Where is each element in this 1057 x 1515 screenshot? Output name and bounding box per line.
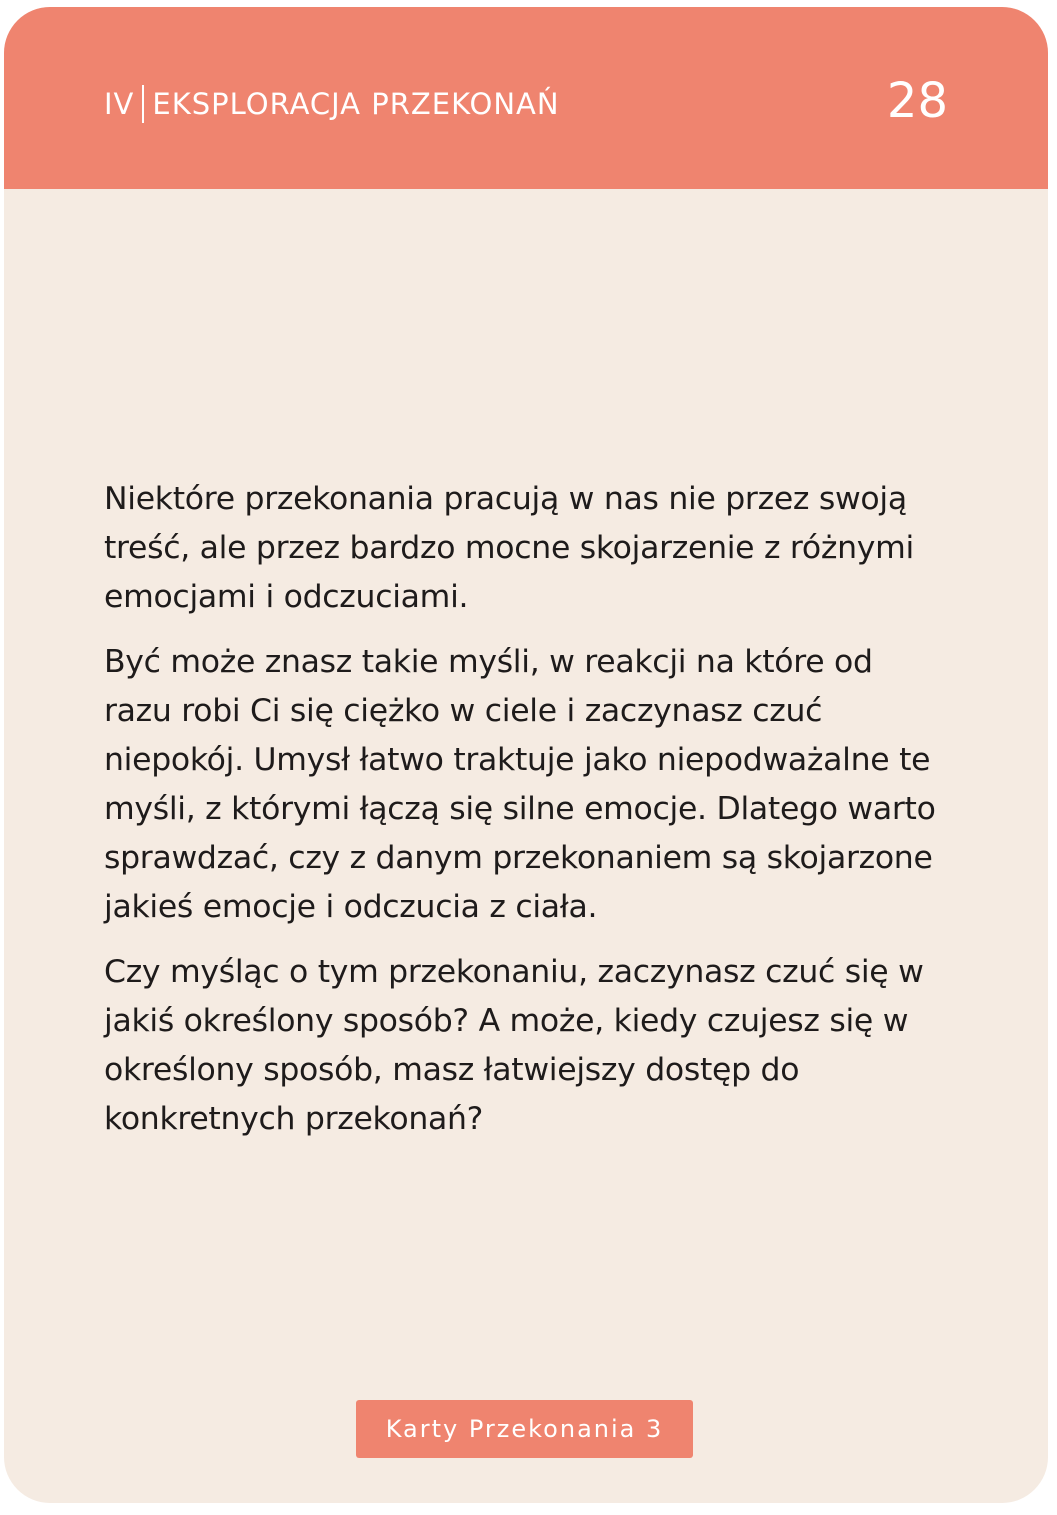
card — [4, 7, 1048, 1503]
paragraph-2: Być może znasz takie myśli, w reakcji na które od razu robi Ci się ciężko w ciele i zaczynasz czuć niepokój. Umysł łatwo traktuje jako niepodważalne te myśli, z którymi łączą się silne emocje. Dlatego warto sprawdzać, czy z danym przekonaniem są skojarzone jakieś emocje i odczucia z ciała. — [104, 644, 936, 925]
card-body — [104, 475, 949, 1160]
section-divider — [142, 85, 144, 123]
section-title: EKSPLORACJA PRZEKONAŃ — [152, 87, 560, 121]
card-header — [4, 7, 1048, 189]
section-number: IV — [104, 87, 135, 121]
section-heading — [104, 85, 560, 123]
deck-badge — [356, 1400, 693, 1458]
deck-badge-label: Karty Przekonania 3 — [385, 1415, 664, 1443]
paragraph-1: Niektóre przekonania pracują w nas nie przez swoją treść, ale przez bardzo mocne skojarzenie z różnymi emocjami i odczuciami. — [104, 481, 914, 615]
paragraph-3: Czy myśląc o tym przekonaniu, zaczynasz czuć się w jakiś określony sposób? A może, kiedy czujesz się w określony sposób, masz łatwiejszy dostęp do konkretnych przekonań? — [104, 954, 924, 1137]
card-number: 28 — [886, 73, 948, 129]
